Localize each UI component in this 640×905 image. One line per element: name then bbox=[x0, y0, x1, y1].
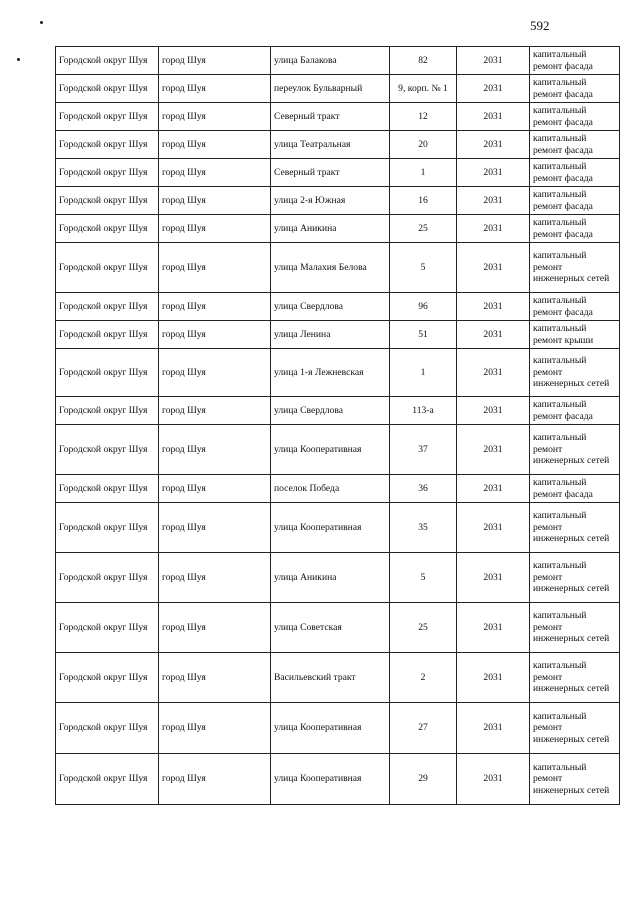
street-cell: Северный тракт bbox=[271, 103, 390, 131]
street-cell: Северный тракт bbox=[271, 159, 390, 187]
street-cell: поселок Победа bbox=[271, 475, 390, 503]
work-type-cell: капитальный ремонт инженерных сетей bbox=[530, 553, 620, 603]
table-row bbox=[56, 349, 620, 397]
municipality-cell: Городской округ Шуя bbox=[56, 653, 159, 703]
street-cell: улица 2-я Южная bbox=[271, 187, 390, 215]
street-cell: улица Аникина bbox=[271, 215, 390, 243]
municipality-cell: Городской округ Шуя bbox=[56, 603, 159, 653]
work-type-cell: капитальный ремонт фасада bbox=[530, 475, 620, 503]
settlement-cell: город Шуя bbox=[159, 103, 271, 131]
work-type-cell: капитальный ремонт фасада bbox=[530, 293, 620, 321]
table-row bbox=[56, 475, 620, 503]
street-cell: улица Свердлова bbox=[271, 293, 390, 321]
year-cell: 2031 bbox=[457, 703, 530, 754]
table-row bbox=[56, 243, 620, 293]
scan-mark-dot bbox=[17, 58, 20, 61]
table-row bbox=[56, 503, 620, 553]
street-cell: улица Малахия Белова bbox=[271, 243, 390, 293]
year-cell: 2031 bbox=[457, 321, 530, 349]
year-cell: 2031 bbox=[457, 475, 530, 503]
work-type-cell: капитальный ремонт инженерных сетей bbox=[530, 425, 620, 475]
house-number-cell: 25 bbox=[390, 215, 457, 243]
street-cell: улица Аникина bbox=[271, 553, 390, 603]
house-number-cell: 82 bbox=[390, 47, 457, 75]
settlement-cell: город Шуя bbox=[159, 425, 271, 475]
year-cell: 2031 bbox=[457, 754, 530, 805]
municipality-cell: Городской округ Шуя bbox=[56, 47, 159, 75]
street-cell: улица Кооперативная bbox=[271, 703, 390, 754]
work-type-cell: капитальный ремонт инженерных сетей bbox=[530, 754, 620, 805]
table-row bbox=[56, 754, 620, 805]
house-number-cell: 35 bbox=[390, 503, 457, 553]
municipality-cell: Городской округ Шуя bbox=[56, 103, 159, 131]
year-cell: 2031 bbox=[457, 75, 530, 103]
house-number-cell: 12 bbox=[390, 103, 457, 131]
table-row bbox=[56, 553, 620, 603]
street-cell: улица Ленина bbox=[271, 321, 390, 349]
settlement-cell: город Шуя bbox=[159, 47, 271, 75]
settlement-cell: город Шуя bbox=[159, 215, 271, 243]
street-cell: улица Кооперативная bbox=[271, 425, 390, 475]
municipality-cell: Городской округ Шуя bbox=[56, 187, 159, 215]
house-number-cell: 113-а bbox=[390, 397, 457, 425]
year-cell: 2031 bbox=[457, 503, 530, 553]
table-row bbox=[56, 159, 620, 187]
year-cell: 2031 bbox=[457, 425, 530, 475]
table-row bbox=[56, 603, 620, 653]
municipality-cell: Городской округ Шуя bbox=[56, 754, 159, 805]
work-type-cell: капитальный ремонт фасада bbox=[530, 215, 620, 243]
table-row bbox=[56, 187, 620, 215]
repair-schedule-table bbox=[55, 46, 620, 805]
year-cell: 2031 bbox=[457, 215, 530, 243]
municipality-cell: Городской округ Шуя bbox=[56, 75, 159, 103]
street-cell: улица Кооперативная bbox=[271, 503, 390, 553]
year-cell: 2031 bbox=[457, 349, 530, 397]
work-type-cell: капитальный ремонт инженерных сетей bbox=[530, 603, 620, 653]
year-cell: 2031 bbox=[457, 103, 530, 131]
page-number: 592 bbox=[530, 18, 550, 33]
year-cell: 2031 bbox=[457, 653, 530, 703]
work-type-cell: капитальный ремонт инженерных сетей bbox=[530, 703, 620, 754]
work-type-cell: капитальный ремонт крыши bbox=[530, 321, 620, 349]
table-row bbox=[56, 215, 620, 243]
work-type-cell: капитальный ремонт фасада bbox=[530, 75, 620, 103]
house-number-cell: 5 bbox=[390, 243, 457, 293]
settlement-cell: город Шуя bbox=[159, 703, 271, 754]
street-cell: улица Театральная bbox=[271, 131, 390, 159]
settlement-cell: город Шуя bbox=[159, 75, 271, 103]
house-number-cell: 96 bbox=[390, 293, 457, 321]
settlement-cell: город Шуя bbox=[159, 349, 271, 397]
municipality-cell: Городской округ Шуя bbox=[56, 243, 159, 293]
house-number-cell: 20 bbox=[390, 131, 457, 159]
table-row bbox=[56, 131, 620, 159]
municipality-cell: Городской округ Шуя bbox=[56, 475, 159, 503]
year-cell: 2031 bbox=[457, 553, 530, 603]
settlement-cell: город Шуя bbox=[159, 603, 271, 653]
settlement-cell: город Шуя bbox=[159, 503, 271, 553]
settlement-cell: город Шуя bbox=[159, 475, 271, 503]
house-number-cell: 5 bbox=[390, 553, 457, 603]
house-number-cell: 1 bbox=[390, 349, 457, 397]
street-cell: улица Кооперативная bbox=[271, 754, 390, 805]
work-type-cell: капитальный ремонт фасада bbox=[530, 159, 620, 187]
house-number-cell: 9, корп. № 1 bbox=[390, 75, 457, 103]
table-row bbox=[56, 47, 620, 75]
settlement-cell: город Шуя bbox=[159, 293, 271, 321]
year-cell: 2031 bbox=[457, 293, 530, 321]
work-type-cell: капитальный ремонт инженерных сетей bbox=[530, 349, 620, 397]
settlement-cell: город Шуя bbox=[159, 159, 271, 187]
municipality-cell: Городской округ Шуя bbox=[56, 349, 159, 397]
year-cell: 2031 bbox=[457, 603, 530, 653]
year-cell: 2031 bbox=[457, 187, 530, 215]
table-row bbox=[56, 703, 620, 754]
street-cell: улица Балакова bbox=[271, 47, 390, 75]
work-type-cell: капитальный ремонт фасада bbox=[530, 103, 620, 131]
settlement-cell: город Шуя bbox=[159, 131, 271, 159]
table-row bbox=[56, 103, 620, 131]
municipality-cell: Городской округ Шуя bbox=[56, 425, 159, 475]
municipality-cell: Городской округ Шуя bbox=[56, 553, 159, 603]
year-cell: 2031 bbox=[457, 159, 530, 187]
settlement-cell: город Шуя bbox=[159, 187, 271, 215]
settlement-cell: город Шуя bbox=[159, 653, 271, 703]
house-number-cell: 16 bbox=[390, 187, 457, 215]
scan-mark-dot bbox=[40, 21, 43, 24]
work-type-cell: капитальный ремонт фасада bbox=[530, 47, 620, 75]
municipality-cell: Городской округ Шуя bbox=[56, 397, 159, 425]
work-type-cell: капитальный ремонт фасада bbox=[530, 397, 620, 425]
house-number-cell: 37 bbox=[390, 425, 457, 475]
house-number-cell: 1 bbox=[390, 159, 457, 187]
house-number-cell: 27 bbox=[390, 703, 457, 754]
house-number-cell: 36 bbox=[390, 475, 457, 503]
municipality-cell: Городской округ Шуя bbox=[56, 159, 159, 187]
street-cell: улица Советская bbox=[271, 603, 390, 653]
work-type-cell: капитальный ремонт фасада bbox=[530, 187, 620, 215]
work-type-cell: капитальный ремонт фасада bbox=[530, 131, 620, 159]
municipality-cell: Городской округ Шуя bbox=[56, 215, 159, 243]
street-cell: Васильевский тракт bbox=[271, 653, 390, 703]
municipality-cell: Городской округ Шуя bbox=[56, 321, 159, 349]
work-type-cell: капитальный ремонт инженерных сетей bbox=[530, 243, 620, 293]
municipality-cell: Городской округ Шуя bbox=[56, 703, 159, 754]
year-cell: 2031 bbox=[457, 243, 530, 293]
work-type-cell: капитальный ремонт инженерных сетей bbox=[530, 653, 620, 703]
municipality-cell: Городской округ Шуя bbox=[56, 293, 159, 321]
table-row bbox=[56, 397, 620, 425]
street-cell: улица 1-я Лежневская bbox=[271, 349, 390, 397]
municipality-cell: Городской округ Шуя bbox=[56, 503, 159, 553]
year-cell: 2031 bbox=[457, 47, 530, 75]
settlement-cell: город Шуя bbox=[159, 321, 271, 349]
street-cell: улица Свердлова bbox=[271, 397, 390, 425]
table-row bbox=[56, 425, 620, 475]
settlement-cell: город Шуя bbox=[159, 397, 271, 425]
settlement-cell: город Шуя bbox=[159, 243, 271, 293]
work-type-cell: капитальный ремонт инженерных сетей bbox=[530, 503, 620, 553]
street-cell: переулок Бульварный bbox=[271, 75, 390, 103]
house-number-cell: 51 bbox=[390, 321, 457, 349]
house-number-cell: 2 bbox=[390, 653, 457, 703]
table-row bbox=[56, 321, 620, 349]
house-number-cell: 25 bbox=[390, 603, 457, 653]
year-cell: 2031 bbox=[457, 397, 530, 425]
table-row bbox=[56, 653, 620, 703]
house-number-cell: 29 bbox=[390, 754, 457, 805]
settlement-cell: город Шуя bbox=[159, 754, 271, 805]
year-cell: 2031 bbox=[457, 131, 530, 159]
settlement-cell: город Шуя bbox=[159, 553, 271, 603]
municipality-cell: Городской округ Шуя bbox=[56, 131, 159, 159]
table-row bbox=[56, 75, 620, 103]
table-row bbox=[56, 293, 620, 321]
